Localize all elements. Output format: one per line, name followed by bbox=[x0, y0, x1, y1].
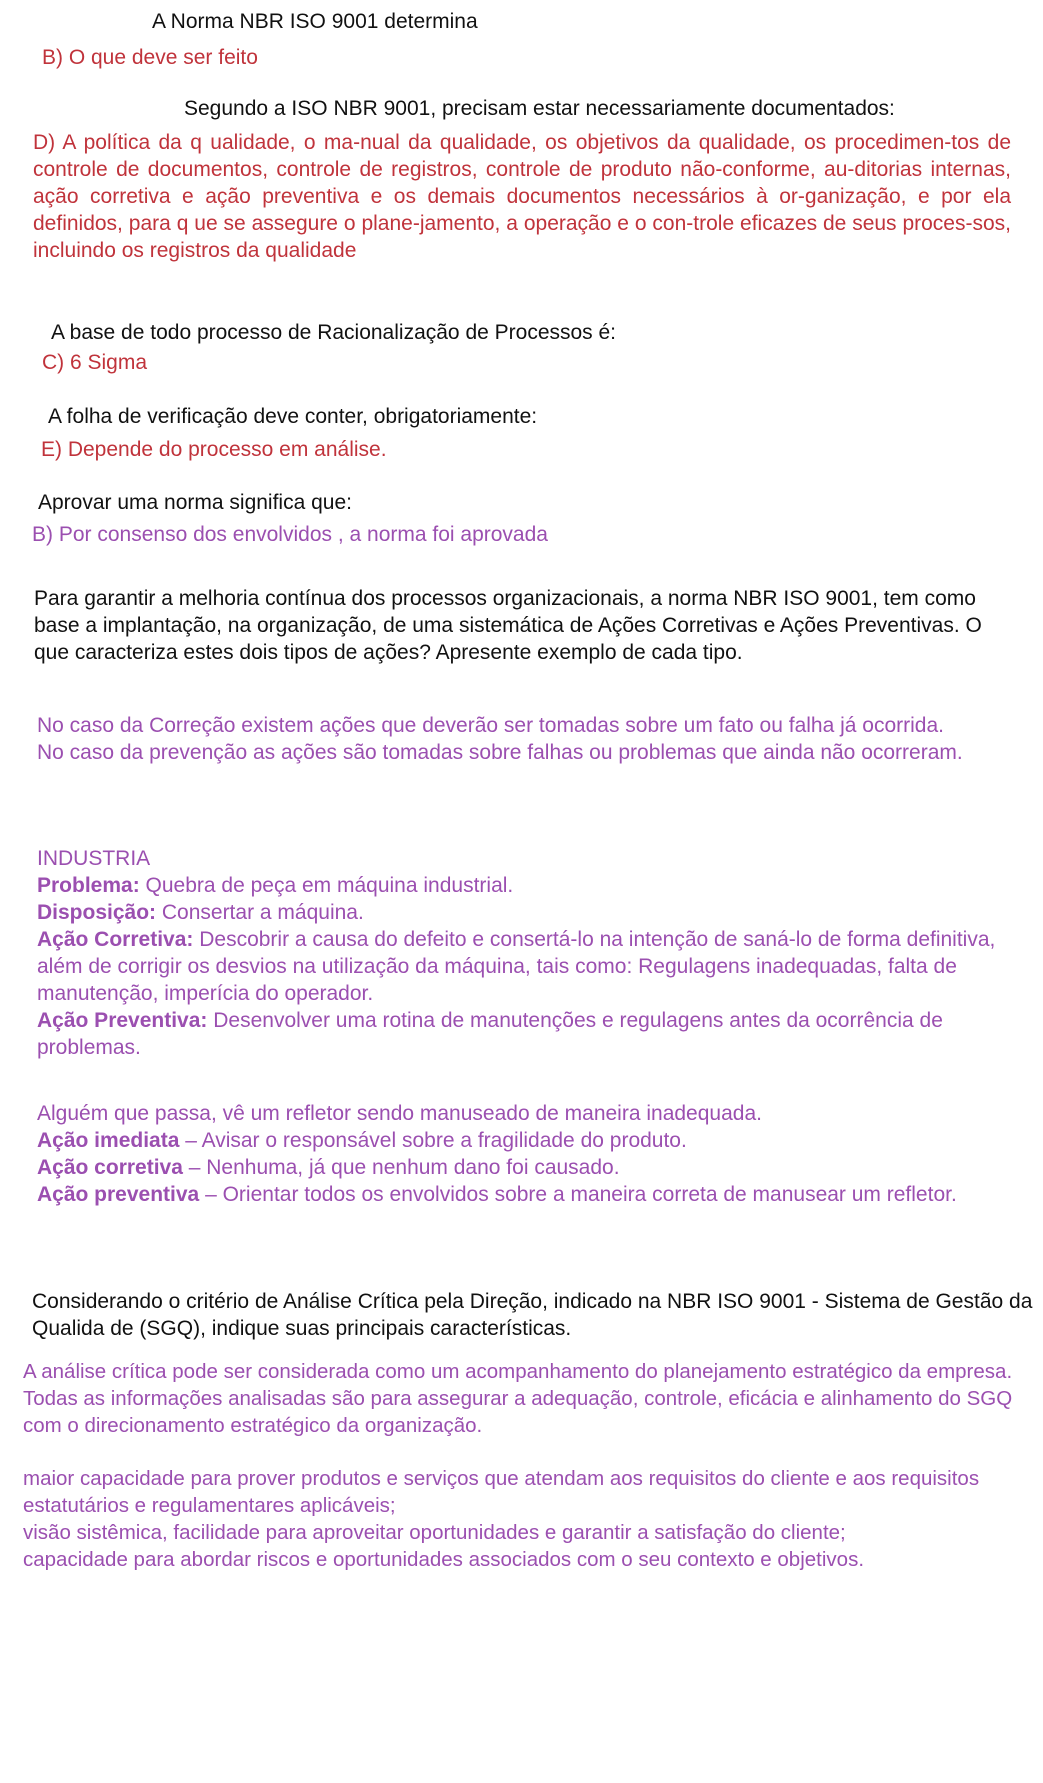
q6-answer-correction: No caso da Correção existem ações que deverão ser tomadas sobre um fato ou falha já ocorrida. bbox=[37, 714, 944, 737]
corrective2-label: Ação corretiva bbox=[37, 1156, 183, 1179]
disposition-line bbox=[37, 899, 1007, 926]
corrective-line bbox=[37, 926, 1007, 1007]
problem-label: Problema: bbox=[37, 874, 140, 897]
q5-answer: B) Por consenso dos envolvidos , a norma foi aprovada bbox=[32, 523, 548, 546]
corrective-text: Descobrir a causa do defeito e consertá-lo na intenção de saná-lo de forma definitiva, além de corrigir os desvios na utilização da máquina, tais como: Regulagens inadequadas, falta de manutenção, imperícia do operador. bbox=[37, 928, 996, 1005]
q6-question: Para garantir a melhoria contínua dos processos organizacionais, a norma NBR ISO 9001, tem como base a implantação, na organização, de uma sistemática de Ações Corretivas e Ações Preventivas. O que caracteriza estes dois tipos de ações? Apresente exemplo de cada tipo. bbox=[34, 587, 982, 664]
q7-answer-p2-line3: capacidade para abordar riscos e oportunidades associados com o seu contexto e objetivos. bbox=[23, 1548, 865, 1571]
q7-answer-p2 bbox=[23, 1465, 1028, 1573]
q1-answer: B) O que deve ser feito bbox=[42, 46, 258, 69]
q3-question: A base de todo processo de Racionalização de Processos é: bbox=[51, 321, 617, 344]
q7-answer-p1: A análise crítica pode ser considerada como um acompanhamento do planejamento estratégico da empresa. Todas as informações analisadas são para assegurar a adequação, controle, eficácia e alinhamento do SGQ com o direcionamento estratégico da organização. bbox=[23, 1360, 1013, 1437]
problem-text: Quebra de peça em máquina industrial. bbox=[139, 874, 514, 897]
disposition-text: Consertar a máquina. bbox=[156, 901, 364, 924]
preventive-label: Ação Preventiva: bbox=[37, 1009, 208, 1032]
q7-answer-p2-line1: maior capacidade para prover produtos e serviços que atendam aos requisitos do cliente e aos requisitos estatutários e regulamentares aplicáveis; bbox=[23, 1467, 980, 1517]
q1-question: A Norma NBR ISO 9001 determina bbox=[152, 10, 478, 33]
q6-answer bbox=[37, 712, 1007, 766]
immediate-text: – Avisar o responsável sobre a fragilidade do produto. bbox=[179, 1129, 687, 1152]
corrective2-text: – Nenhuma, já que nenhum dano foi causado. bbox=[182, 1156, 620, 1179]
q7-answer-p2-line2: visão sistêmica, facilidade para aproveitar oportunidades e garantir a satisfação do cliente; bbox=[23, 1521, 846, 1544]
disposition-label: Disposição: bbox=[37, 901, 157, 924]
preventive2-text: – Orientar todos os envolvidos sobre a maneira correta de manusear um refletor. bbox=[199, 1183, 957, 1206]
industry-heading: INDUSTRIA bbox=[37, 847, 151, 870]
preventive-text: Desenvolver uma rotina de manutenções e regulagens antes da ocorrência de problemas. bbox=[37, 1009, 943, 1059]
q4-answer: E) Depende do processo em análise. bbox=[41, 438, 387, 461]
q7-question: Considerando o critério de Análise Crítica pela Direção, indicado na NBR ISO 9001 - Sistema de Gestão da Qualida de (SGQ), indique suas principais características. bbox=[32, 1290, 1033, 1340]
q2-question: Segundo a ISO NBR 9001, precisam estar necessariamente documentados: bbox=[184, 97, 895, 120]
problem-line bbox=[37, 872, 1007, 899]
preventive2-label: Ação preventiva bbox=[37, 1183, 200, 1206]
corrective2-line bbox=[37, 1154, 1017, 1181]
q6-refletor-example bbox=[37, 1100, 1017, 1208]
q4-question: A folha de verificação deve conter, obrigatoriamente: bbox=[48, 405, 538, 428]
corrective-label: Ação Corretiva: bbox=[37, 928, 194, 951]
q6-answer-prevention: No caso da prevenção as ações são tomadas sobre falhas ou problemas que ainda não ocorreram. bbox=[37, 741, 963, 764]
preventive-line bbox=[37, 1007, 1007, 1061]
q3-answer: C) 6 Sigma bbox=[42, 351, 148, 374]
immediate-line bbox=[37, 1127, 1017, 1154]
example2-intro: Alguém que passa, vê um refletor sendo manuseado de maneira inadequada. bbox=[37, 1102, 762, 1125]
q6-industry-example bbox=[37, 845, 1007, 1061]
q2-answer: D) A política da q ualidade, o ma-nual da qualidade, os objetivos da qualidade, os procedimen-tos de controle de documentos, controle de registros, controle de produto não-conforme, au-ditorias internas, ação corretiva e ação preventiva e os demais documentos necessários à or-ganização, e por ela definidos, para q ue se assegure o plane-jamento, a operação e o con-trole eficazes de seus proces-sos, incluindo os registros da qualidade bbox=[33, 131, 1011, 262]
preventive2-line bbox=[37, 1181, 1017, 1208]
q5-question: Aprovar uma norma significa que: bbox=[38, 491, 352, 514]
immediate-label: Ação imediata bbox=[37, 1129, 180, 1152]
